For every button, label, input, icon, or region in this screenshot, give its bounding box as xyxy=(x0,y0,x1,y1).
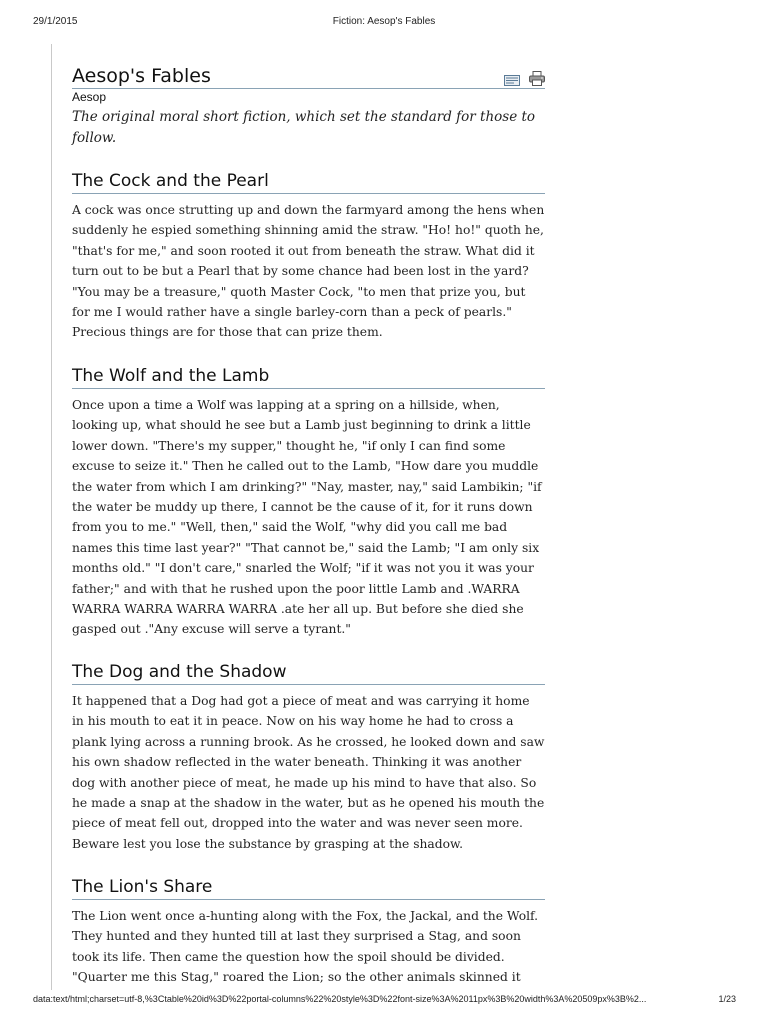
article xyxy=(72,64,545,985)
fable-text: Once upon a time a Wolf was lapping at a spring on a hillside, when, looking up, what should he see but a Lamb just beginning to drink a little lower down. "There's my supper," thought he, "if only I can find some excuse to seize it." Then he called out to the Lamb, "How dare you muddle the water from which I am drinking?" "Nay, master, nay," said Lambikin; "if the water be muddy up there, I cannot be the cause of it, for it runs down from you to me." "Well, then," said the Wolf, "why did you call me bad names this time last year?" "That cannot be," said the Lamb; "I am only six months old." "I don't care," snarled the Wolf; "if it was not you it was your father;" and with that he rushed upon the poor little Lamb and .WARRA WARRA WARRA WARRA WARRA .ate her all up. But before she died she gasped out ."Any excuse will serve a tyrant." xyxy=(72,398,542,637)
print-url: data:text/html;charset=utf-8,%3Ctable%20id%3D%22portal-columns%22%20style%3D%22font-size%3A%2011px%3B%20width%3A%20509px%3B%2... xyxy=(33,994,647,1004)
print-title: Fiction: Aesop's Fables xyxy=(332,16,436,27)
book-author: Aesop xyxy=(72,90,107,104)
print-icon[interactable] xyxy=(529,71,545,90)
fable-title: The Cock and the Pearl xyxy=(72,170,545,194)
page-number: 1/23 xyxy=(718,994,736,1004)
fable-section xyxy=(72,661,545,854)
title-actions xyxy=(500,71,545,87)
fable-text: The Lion went once a-hunting along with the Fox, the Jackal, and the Wolf. They hunted and they hunted till at last they surprised a Stag, and soon took its life. Then came the question how the spoil should be divided. "Quarter me this Stag," roared the Lion; so the other animals skinned it xyxy=(72,909,539,985)
fable-section xyxy=(72,876,545,988)
book-tagline: The original moral short fiction, which set the standard for those to follow. xyxy=(72,109,536,146)
fable-section xyxy=(72,365,545,640)
email-icon[interactable] xyxy=(504,71,520,90)
print-footer xyxy=(0,994,768,1008)
print-header xyxy=(0,16,768,30)
fable-text: It happened that a Dog had got a piece of meat and was carrying it home in his mouth to eat it in peace. Now on his way home he had to cross a plank lying across a running brook. As he crossed, he looked down and saw his own shadow reflected in the water beneath. Thinking it was another dog with another piece of meat, he made up his mind to have that also. So he made a snap at the shadow in the water, but as he opened his mouth the piece of meat fell out, dropped into the water and was never seen more. Beware lest you lose the substance by grasping at the shadow. xyxy=(72,694,545,851)
book-title: Aesop's Fables xyxy=(72,65,211,87)
fable-text: A cock was once strutting up and down the farmyard among the hens when suddenly he espied something shinning amid the straw. "Ho! ho!" quoth he, "that's for me," and soon rooted it out from beneath the straw. What did it turn out to be but a Pearl that by some chance had been lost in the yard? "You may be a treasure," quoth Master Cock, "to men that prize you, but for me I would rather have a single barley-corn than a peck of pearls." Precious things are for those that can prize them. xyxy=(72,203,545,340)
content-left-rule xyxy=(51,44,52,990)
fable-title: The Dog and the Shadow xyxy=(72,661,545,685)
fable-section xyxy=(72,170,545,343)
book-title-row xyxy=(72,64,545,89)
print-date: 29/1/2015 xyxy=(33,16,78,27)
fable-title: The Lion's Share xyxy=(72,876,545,900)
fable-title: The Wolf and the Lamb xyxy=(72,365,545,389)
